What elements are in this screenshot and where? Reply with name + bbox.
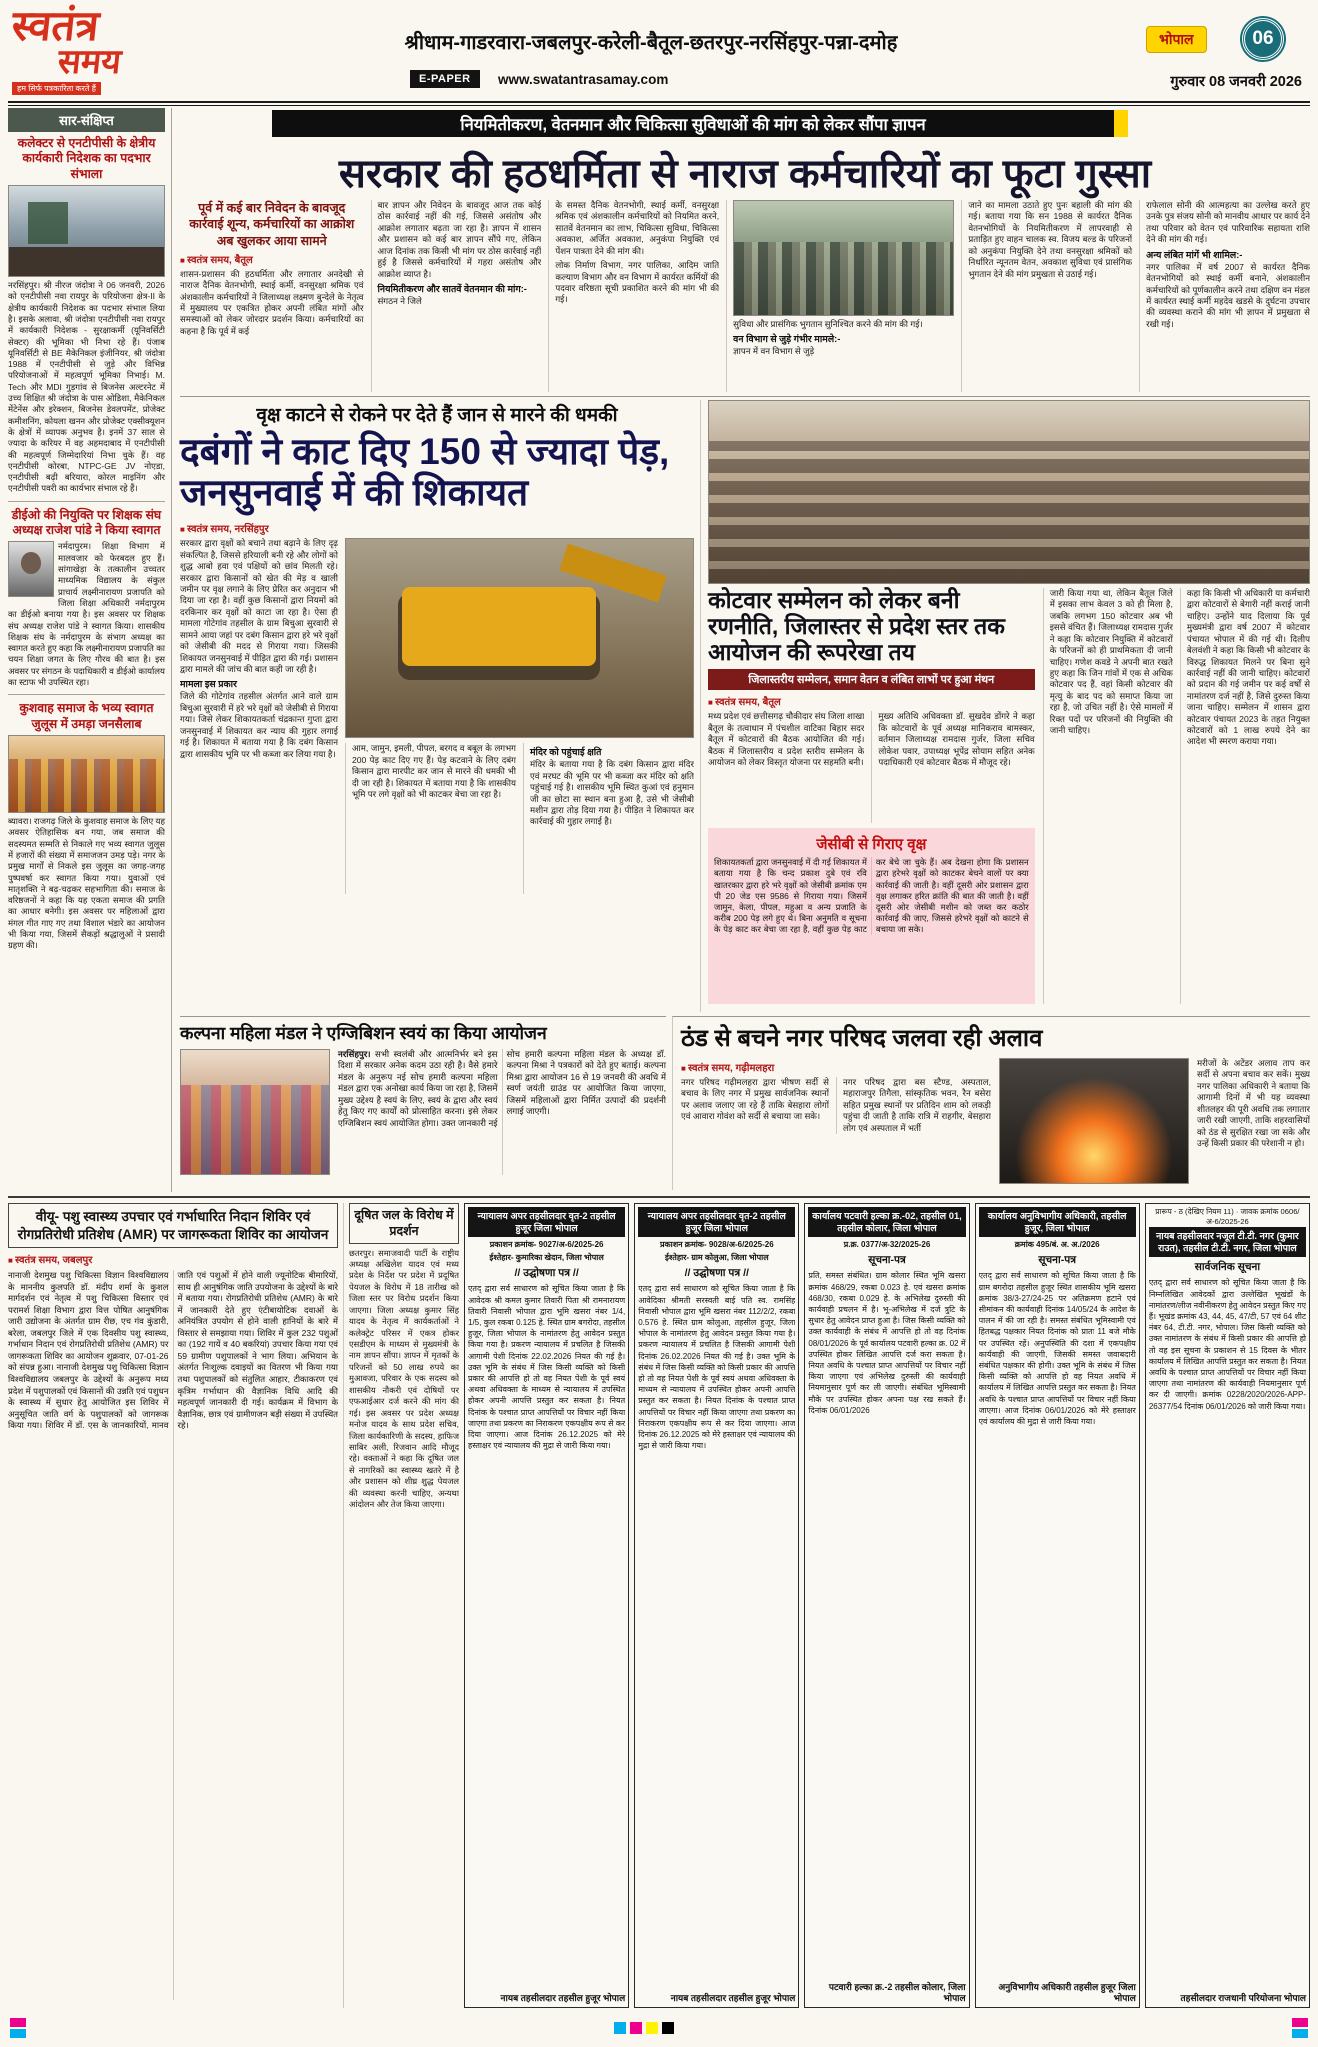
alav-headline: ठंड से बचने नगर परिषद जलवा रही अलाव: [681, 1025, 1043, 1052]
lead-col-e-text: राफेलाल सोनी की आत्महत्या का उल्लेख करते हुए उनके पुत्र संजय सोनी को मानवीय आधार पर कार्य देने तथा परिवार को वेतन एवं पारिवारिक सहायता राशि देने की मांग की गई।: [1146, 200, 1310, 245]
alav-col-2-text: नगर परिषद द्वारा बस स्टैण्ड, अस्पताल, महाराजपुर तिगैला, सांस्कृतिक भवन, रैन बसेरा सहित प्रमुख स्थानों पर प्रतिदिन शाम को लकड़ी पहुंचा दी जाती है ताकि रात्रि में राहगीर, बेसहारा लोग एवं अस्पताल में भर्ती: [843, 1077, 991, 1133]
photo-collector-office: [8, 185, 165, 277]
notice-patwari-signature: पटवारी हल्का क्र.-2 तहसील कोलार, जिला भोपाल: [828, 1981, 966, 2003]
alav-col-3-text: मरीजों के अटेंडर अलाव ताप कर सर्दी से अपना बचाव कर सकें। मुख्य नगर पालिका अधिकारी ने बताया कि आगामी दिनों में भी यह व्यवस्था शीतलहर की पूरी अवधि तक लगातार जारी रखी जाएगी, ताकि शहरवासियों को ठंड से सुरक्षित रखा जा सके और उन्हें किसी प्रकार की परेशानी न हो।: [1197, 1058, 1310, 1148]
edition-badge: भोपाल: [1146, 26, 1207, 53]
notice-9028-signature: नायब तहसीलदार तहसील हुजूर भोपाल: [670, 1992, 796, 2003]
kotwar-subbar: जिलास्तरीय सम्मेलन, समान वेतन व लंबित लाभों पर हुआ मंथन: [708, 669, 1035, 690]
kotwar-col-1-text: मध्य प्रदेश एवं छत्तीसगढ़ चौकीदार संघ जिला शाखा बैतूल के तत्वाधान में पंचशील वाटिका बिहार सदर बैतूल में कोटवारों की बैठक आयोजित की गई। बैठक में जिलास्तरीय व प्रदेश स्तरीय सम्मेलन के आयोजन को लेकर विस्तृत योजना पर सहमति बनी।: [708, 711, 865, 767]
photo-mahila-mandal: [180, 1049, 330, 1175]
tree-col-3-text: मंदिर के बताया गया है कि दबंग किसान द्वारा मंदिर एवं मरघट की भूमि पर भी कब्जा कर मंदिर को क्षति पहुंचाई गई है। शासकीय भूमि स्थित कुआं एवं हनुमान जी का छोटा सा स्थान बना हुआ है, उसे भी जेसीबी मशीन द्वारा तोड़ दिया गया है। पीड़ित ने शिकायत कर कार्रवाई की गुहार लगाई है।: [530, 759, 694, 827]
notice-9027-type: // उद्घोषणा पत्र //: [514, 1267, 579, 1280]
notice-9028-body: एतद् द्वारा सर्व साधारण को सूचित किया जाता है कि आवेदिका श्रीमती सरस्वती बाई पति स्व. रामसिंह निवासी भोपाल द्वारा भूमि खसरा नंबर 112/2/2, रकबा 0.576 हे. स्थित ग्राम कोलुआ, तहसील हुजूर, जिला भोपाल के नामांतरण हेतु आवेदन प्रस्तुत किया गया है। प्रकरण न्यायालय में प्रचलित है जिसकी आगामी पेशी दिनांक 26.02.2026 नियत की गई है। उक्त भूमि के संबंध में जिस किसी व्यक्ति को किसी प्रकार की आपत्ति हो तो वह नियत पेशी के पूर्व स्वयं अथवा अधिवक्ता के माध्यम से न्यायालय में उपस्थित होकर अपनी आपत्ति प्रस्तुत कर सकता है। नियत दिनांक के पश्चात प्राप्त आपत्तियों पर विचार नहीं किया जाएगा तथा प्रकरण का निराकरण एकपक्षीय रूप से कर दिया जाएगा। आज दिनांक 26.12.2025 को मेरे हस्ताक्षर एवं न्यायालय की मुद्रा से जारी किया गया।: [638, 1284, 796, 1451]
dushit-body: छतरपुर। समाजवादी पार्टी के राष्ट्रीय अध्यक्ष अखिलेश यादव एवं मध्य प्रदेश के निर्देश पर प्रदेश में प्रदूषित पेयजल के विरोध में 18 तारीख को जिला स्तर पर विरोध प्रदर्शन किया जाएगा। जिला अध्यक्ष कुमार सिंह यादव के नेतृत्व में कार्यकर्ताओं ने कलेक्ट्रेट परिसर में एकत्र होकर एसडीएम के माध्यम से मुख्यमंत्री के नाम ज्ञापन सौंपा। ज्ञापन में मृतकों के परिजनों को 50 लाख रुपये का मुआवजा, परिवार के एक सदस्य को शासकीय नौकरी एवं दोषियों पर एफआईआर दर्ज करने की मांग की गई। इस अवसर पर प्रदेश अध्यक्ष मनोज यादव के साथ प्रदेश सचिव, जिला कार्यकारिणी के सदस्य, हाफिज साबिर अली, रिजवान आदि मौजूद रहे। वक्ताओं ने कहा कि दूषित जल से नागरिकों का स्वास्थ्य खतरे में है और प्रशासन को शीघ्र शुद्ध पेयजल की व्यवस्था करनी चाहिए, अन्यथा आंदोलन और तेज किया जाएगा।: [349, 1247, 459, 1510]
reg-mark-cyan-right: [1292, 2029, 1308, 2038]
lead-photo-col: [726, 200, 954, 392]
jcb-box-title: जेसीबी से गिराए वृक्ष: [816, 836, 927, 854]
kotwar-col-4-text: कहा कि किसी भी अधिकारी या कर्मचारी द्वारा कोटवारों से बेगारी नहीं कराई जानी चाहिए। उन्होंने याद दिलाया कि पूर्व मुख्यमंत्री द्वारा वर्ष 2007 में कोटवार पंचायत भोपाल में की गई थी। दिलीप बेलवंशी ने कहा कि किसी भी कोटवार के विरुद्ध शिकायत मिलने पर बिना सुने कार्रवाई नहीं की जानी चाहिए। कोटवारों को प्रदान की गई जमीन पर कई वर्षों से नामांतरण दर्ज नहीं है, जिसे दुरुस्त किया जाना चाहिए। सम्मेलन में शासन द्वारा कोटवार पंचायत 2023 के तहत नियुक्त कोटवारों को 1 लाख रुपये देने का आदेश भी स्मरण कराया गया।: [1186, 588, 1311, 747]
notice-9027-number: प्रकाशन क्रमांक- 9027/अ-6/2025-26: [489, 1240, 604, 1250]
reg-mark-yellow-center: [646, 2022, 658, 2034]
dushit-title: दूषित जल के विरोध में प्रदर्शन: [349, 1203, 459, 1244]
amr-byline: ■ स्वतंत्र समय, जबलपुर: [8, 1252, 338, 1266]
notice-najul-body: एतद् द्वारा सर्व साधारण को सूचित किया जाता है कि निम्नलिखित आवेदकों द्वारा उल्लेखित भूखंडों के नामांतरण/लीज नवीनीकरण हेतु आवेदन प्रस्तुत किए गए हैं। भूखंड क्रमांक 43, 44, 45, 47/टी, 57 एवं 64 शीट नंबर 64, टी.टी. नगर, भोपाल। जिस किसी व्यक्ति को उक्त नामांतरण के संबंध में किसी प्रकार की आपत्ति हो तो वह इस सूचना के प्रकाशन से 15 दिवस के भीतर कार्यालय में लिखित आपत्ति प्रस्तुत कर सकता है। नियत अवधि के पश्चात प्राप्त आपत्तियों पर विचार नहीं किया जाएगा तथा नामांतरण की कार्यवाही नियमानुसार पूर्ण कर दी जाएगी। क्रमांक 0228/2020/2026-APP-26377/54 दिनांक 06/01/2026 को जारी किया गया।: [1148, 1278, 1307, 1411]
lead-col-e: [1139, 200, 1310, 392]
lead-col-b: [371, 200, 542, 392]
photo-kushwah-crowd: [8, 735, 165, 813]
notice-9028-number: प्रकाशन क्रमांक- 9028/अ-6/2025-26: [659, 1240, 774, 1250]
brief-deo: [8, 508, 165, 689]
mahila-content: [180, 1049, 666, 1175]
notice-sdo-number: क्रमांक 495/बं. अ. अ./2026: [1014, 1240, 1100, 1250]
amr-article: [8, 1203, 338, 2008]
tree-right-area: [345, 538, 694, 894]
lead-photo-col-subhead: वन विभाग से जुड़े गंभीर मामले:-: [733, 334, 841, 345]
notice-pat-type: सूचना-पत्र: [868, 1254, 906, 1267]
brief-collector-title: कलेक्टर से एनटीपीसी के क्षेत्रीय कार्यकारी निदेशक का पदभार संभाला: [17, 136, 156, 181]
kotwar-content: [708, 588, 1310, 1004]
notice-sdo-type: सूचना-पत्र: [1038, 1254, 1076, 1267]
page-number-badge: 06: [1242, 18, 1284, 60]
lead-col-c: [548, 200, 719, 392]
notice-9027: [464, 1203, 629, 2008]
lead-col-a: [180, 200, 364, 392]
photo-kotwar-meeting: [708, 400, 1310, 584]
tree-kicker: वृक्ष काटने से रोकने पर देते हैं जान से मारने की धमकी: [256, 405, 618, 426]
mahila-dateline: नरसिंहपुर।: [338, 1049, 371, 1059]
dateline: गुरुवार 08 जनवरी 2026: [1170, 74, 1302, 90]
tree-col-3: [523, 743, 694, 894]
mahila-body-text: सभी स्वलंबी और आत्मनिर्भर बने इस दिशा में सरकार अनेक कदम उठा रही है। वैसे हमारे मंडल के अनुरूप नई सोच हमारी कल्पना महिला मंडल द्वारा एक अनोखा कार्य किया जा रहा है, जिसमें मुख्य उद्देश्य है स्वयं के लिए, स्वयं के द्वारा और स्वयं हेतु किए गए कार्यों को प्रोत्साहित करना। इसे लेकर एग्जिबिशन स्वयं आयोजित होगा। उक्त जानकारी नई सोच हमारी कल्पना महिला मंडल के अध्यक्ष डॉ. कल्पना मिश्रा ने पत्रकारों को देते हुए बताई। कल्पना मिश्रा द्वारा आयोजन 16 से 19 जनवरी की अवधि में स्वर्ण जयंती ग्राउंड पर आयोजित किया जाएगा, जिसमें महिलाओं द्वारा निर्मित उत्पादों की प्रदर्शनी लगाई जाएगी।: [338, 1049, 666, 1128]
notice-patwari: [804, 1203, 969, 2008]
alav-right: [1197, 1058, 1310, 1184]
top-banner: [272, 110, 1114, 137]
tree-headline: दबंगों ने काट दिए 150 से ज्यादा पेड़, जनसुनवाई में की शिकायत: [180, 431, 670, 513]
kotwar-left: [708, 588, 1035, 1004]
lead-col-d-text: जाने का मामला उठाते हुए पुनः बहाली की मांग की गई। बताया गया कि सन 1988 से कार्यरत दैनिक वेतनभोगियों के नियमितीकरण में लापरवाही से प्रताड़ित हुए वाहन चालक स्व. विजय बल्ड के परिजनों को अनुकंपा नियुक्ति देने तथा वनसुरक्षा श्रमिकों को निर्धारित न्यूनतम वेतन, अवकाश सुविधा एवं प्रासंगिक भुगतान देने की मांग प्रमुखता से उठाई गई।: [968, 200, 1133, 279]
reg-mark-magenta-right: [1292, 2018, 1308, 2027]
tree-byline: ■ स्वतंत्र समय, नरसिंहपुर: [180, 521, 694, 535]
tree-col-1-subhead: मामला इस प्रकार: [180, 679, 237, 690]
notice-sdo-body: एतद् द्वारा सर्व साधारण को सूचित किया जाता है कि ग्राम बगरोदा तहसील हुजूर स्थित शासकीय भूमि खसरा क्रमांक 38/3-27/24-25 पर अतिक्रमण हटाने एवं सीमांकन की कार्यवाही दिनांक 14/05/24 के आदेश के पालन में की जा रही है। समस्त संबंधित भूमिस्वामी एवं हितबद्ध पक्षकार नियत दिनांक को प्रातः 11 बजे मौके पर उपस्थित रहें। अनुपस्थिति की दशा में एकपक्षीय कार्यवाही की जाएगी, जिसकी समस्त जवाबदारी संबंधित पक्षकार की होगी। उक्त भूमि के संबंध में जिस किसी व्यक्ति को आपत्ति हो वह नियत अवधि में कार्यालय में लिखित आपत्ति प्रस्तुत कर सकता है। नियत अवधि के पश्चात प्राप्त आपत्तियों पर विचार नहीं किया जाएगा। आज दिनांक 06/01/2026 को मेरे हस्ताक्षर एवं कार्यालय की मुद्रा से जारी किया गया।: [978, 1271, 1136, 1426]
mahila-body: [338, 1049, 666, 1175]
sidebar-separator: [8, 694, 165, 695]
lead-headline: सरकार की हठधर्मिता से नाराज कर्मचारियों का फूटा गुस्सा: [338, 152, 1152, 196]
jcb-highlight-box: [708, 828, 1035, 1004]
notice-9027-signature: नायब तहसीलदार तहसील हुजूर भोपाल: [500, 1992, 626, 2003]
notice-9027-subject: ईश्तेहार- कुमारिका खेदान, जिला भोपाल: [489, 1253, 604, 1263]
alav-story: [672, 1016, 1310, 1190]
dushit-article: [343, 1203, 459, 2008]
reg-mark-black-center: [662, 2022, 674, 2034]
lead-col-d: [961, 200, 1132, 392]
tree-col-2-text: आम, जामुन, इमली, पीपल, बरगद व बबूल के लगभग 200 पेड़ काट दिए गए हैं। पेड़ कटवाने के लिए दबंग किसान द्वारा मारपीट कर जान से मारने की धमकी भी दी जा रही है। शिकायत में बताया गया है कि शासकीय भूमि पर लगे वृक्षों को भी काटकर बेचा जा रहा है।: [352, 743, 516, 800]
reg-mark-magenta-left: [10, 2018, 26, 2027]
sidebar-separator: [8, 501, 165, 502]
sidebar-title: सार-संक्षिप्त: [8, 108, 165, 132]
jcb-box-body: शिकायतकर्ता द्वारा जनसुनवाई में दी गई शिकायत में बताया गया है कि चन्द प्रकाश दुबे एवं रवि खातरकार द्वारा हरे भरे वृक्षों को जेसीबी क्रमांक एम पी 20 जेड एस 9586 से गिराया गया। जिसमें जामुन, केला, पीपल, महुआ व अन्य प्रजाति के करीब 200 पेड़ लगे हुए थे। बिना अनुमति व सूचना के पेड़ काट कर बेचा जा रहा है, वहीं कुछ पेड़ काट कर बेचे जा चुके हैं। अब देखना होगा कि प्रशासन द्वारा हरेभरे वृक्षों को काटकर बेचने वालों पर क्या कार्रवाई की जाती है। वहीं दूसरी ओर प्रशासन द्वारा वृक्ष लगाकर हरित क्रांति की बात की जाती है। वहीं दूसरी ओर जेसीबी मशीन को जब्त कर कठोर कार्रवाई की जाए, जिससे हरेभरे वृक्षों को काटने से बचाया जा सके।: [714, 857, 1029, 935]
notice-najul-type: सार्वजनिक सूचना: [1194, 1261, 1261, 1274]
lead-body: [180, 200, 1310, 392]
bottom-row: [8, 1196, 1310, 2008]
lead-col-a-text: शासन-प्रशासन की हठधर्मिता और लगातार अनदेखी से नाराज दैनिक वेतनभोगी, स्थाई कर्मी, वनसुरक्षा श्रमिक एवं अंशकालीन कर्मचारियों ने जिलाध्यक्ष लक्ष्मण बुन्देले के नेतृत्व में मुख्यालय पर एकत्रित होकर अपनी लंबित मांगों और समस्याओं को लेकर जोरदार प्रदर्शन किया। कर्मचारियों का कहना है कि पूर्व में कई: [180, 268, 364, 336]
masthead-cities: श्रीधाम-गाडरवारा-जबलपुर-करेली-बैतूल-छतरपुर-नरसिंहपुर-पन्ना-दमोह: [404, 32, 898, 54]
notice-najul-header: नायब तहसीलदार नजूल टी.टी. नगर (कुमार राउत), तहसील टी.टी. नगर, जिला भोपाल: [1149, 1227, 1306, 1257]
brief-collector: [8, 136, 165, 495]
alav-content: [681, 1058, 1310, 1184]
photo-portrait-pande: [8, 541, 54, 597]
notice-9027-header: न्यायालय अपर तहसीलदार वृत-2 तहसील हुजूर जिला भोपाल: [468, 1207, 625, 1237]
print-registration-marks: [0, 2016, 1318, 2044]
amr-body: नानाजी देशमुख पशु चिकित्सा विज्ञान विश्वविद्यालय के माननीय कुलपति डॉ. मंदीप शर्मा के कुशल मार्गदर्शन एवं नेतृत्व में पशु चिकित्सा विस्तार एवं परामर्श शिक्षा विभाग द्वारा वित्त पोषित आनुषंगिक जारी उद्योजना के अंतर्गत ग्राम रीछ, एच गंव कुंडारी, बरेला, जबलपुर जिले में एक दिवसीय पशु स्वास्थ्य, गर्भाधान निदान एवं रोगप्रतिरोधी प्रतिशेध (AMR) पर जागरूकता शिविर का आयोजन शुक्रवार, 07-01-26 को संपन्न हुआ। नानाजी देशमुख पशु चिकित्सा विज्ञान विश्वविद्यालय जबलपुर के उद्देश्यों के अनुरूप मध्य प्रदेश में पशुपालकों एवं किसानों की उन्नति एवं पशुधन के स्वास्थ्य में सुधार हेतु आयोजित इस शिविर में अनुसूचित जाति वर्ग के पशुपालकों को जागरूक किया गया। शिविर में डॉ. एस के जानकारियों, मानव जाति एवं पशुओं में होने वाली ज्यूनोटिक बीमारियों, साथ ही आनुषंगिक जाति उपयोजना के उद्देश्यों के बारे में बताया गया। रोगप्रतिरोधी प्रतिशेध (AMR) के बारे में जानकारी देते हुए एंटीबायोटिक दवाओं के अनियंत्रित उपयोग से होने वाली हानियों के बारे में विस्तार से समझाया गया। शिविर में कुल 232 पशुओं का (192 गायें व 40 बकरियां) उपचार किया गया एवं 59 ग्रामीण पशुपालकों ने भाग लिया। अभियान के अंतर्गत निःशुल्क दवाइयों का वितरण भी किया गया तथा पशुपालकों को संतुलित आहार, टीकाकरण एवं कृत्रिम गर्भाधान की वैज्ञानिक विधि आदि की महत्वपूर्ण जानकारी दी गई। कार्यक्रम में विभाग के वैज्ञानिक, छात्र एवं ग्रामीणजन बड़ी संख्या में उपस्थित रहे।: [8, 1270, 338, 1431]
masthead-tagline: हम सिर्फ पत्रकारिता करते हैं: [12, 82, 101, 95]
kotwar-headline: कोटवार सम्मेलन को लेकर बनी रणनीति, जिलास्तर से प्रदेश स्तर तक आयोजन की रूपरेखा तय: [708, 587, 1005, 665]
tree-col-2: [345, 743, 516, 894]
tree-lower-columns: [345, 743, 694, 894]
tree-col-3-subhead: मंदिर को पहुंचाई क्षति: [530, 747, 602, 758]
kotwar-story: [700, 400, 1310, 1012]
notice-9028: [634, 1203, 799, 2008]
mahila-story: [180, 1016, 666, 1190]
lead-photo-col-text2: ज्ञापन में वन विभाग से जुड़े: [733, 346, 815, 357]
tree-columns: [180, 538, 694, 894]
notice-sdo-signature: अनुविभागीय अधिकारी तहसील हुजूर जिला भोपाल: [998, 1981, 1136, 2003]
tree-col-1: [180, 538, 338, 894]
lead-col-e-subhead: अन्य लंबित मांगें भी शामिल:-: [1146, 249, 1243, 260]
tree-col-1-text2: जिले की गोटेगांव तहसील अंतर्गत आने वाले ग्राम बिचुआ सुरवारी में हरे भरे वृक्षों को जेसीबी से गिराया गया। जिसे लेकर शिकायतकर्ता चंद्रकान्त गुप्ता द्वारा जनसुनवाई में शिकायत कर न्याय की गुहार लगाई गई है। शिकायत में बताया गया है कि दबंग किसान द्वारा शासकीय भूमि पर भी कब्जा कर लिया गया है।: [180, 691, 338, 759]
notice-patwari-header: कार्यालय पटवारी हल्का क्र.-02, तहसील 01, तहसील कोलार, जिला भोपाल: [808, 1207, 965, 1237]
tree-story: [180, 400, 694, 1012]
notice-sdo-header: कार्यालय अनुविभागीय अधिकारी, तहसील हुजूर, जिला भोपाल: [979, 1207, 1136, 1237]
alav-col-1-text: नगर परिषद गढ़ीमलहरा द्वारा भीषण सर्दी से बचाव के लिए नगर में प्रमुख सार्वजनिक स्थानों पर अलाव जलाए जा रहे हैं ताकि बेसहारा लोगों एवं आवारा गोवंश को सर्दी से बचाया जा सके।: [681, 1077, 829, 1122]
notice-patwari-number: प्र.क्र. 0377/अ-32/2025-26: [843, 1240, 931, 1250]
logo-line1: स्वतंत्र: [9, 2, 102, 49]
alav-left: [681, 1058, 991, 1184]
reg-mark-cyan-left: [10, 2029, 26, 2038]
notice-sdo: [975, 1203, 1140, 2008]
brief-kushwah-body: ब्यावरा। राजगढ़ जिले के कुशवाह समाज के लिए यह अवसर ऐतिहासिक बन गया, जब समाज की सदस्यमत सम्मति से निकाले गए भव्य स्वागत जुलूस में हजारों की संख्या में समाजजन उमड़ पड़े। नगर के प्रमुख मार्गों से निकले इस जुलूस का जगह-जगह पुष्पवर्षा कर स्वागत किया गया। युवाओं एवं मातृशक्ति ने बढ़-चढ़कर सहभागिता की। समाज के वरिष्ठजनों ने कहा कि यह एकता समाज की प्रगति का आधार बनेगी। इस अवसर पर महिलाओं द्वारा मंगल गीत गाए गए तथा विशाल भंडारे का आयोजन भी किया गया, जिसमें सैकड़ों श्रद्धालुओं ने प्रसादी ग्रहण की।: [8, 816, 165, 951]
notice-9028-type: // उद्घोषणा पत्र //: [684, 1267, 749, 1280]
kotwar-byline: ■ स्वतंत्र समय, बैतूल: [708, 694, 1035, 708]
lead-col-b-text2: संगठन ने जिले: [377, 295, 422, 306]
amr-title: वीयू- पशु स्वास्थ्य उपचार एवं गर्भाधारित निदान शिविर एवं रोगप्रतिरोधी प्रतिशेध (AMR) पर जागरूकता शिविर का आयोजन: [8, 1203, 338, 1248]
lead-col-c-text2: लोक निर्माण विभाग, नगर पालिका, आदिम जाति कल्याण विभाग और वन विभाग में कार्यरत कर्मियों की पदवार वरिष्ठता सूची प्रकाशित करने की मांग भी की गई।: [555, 260, 720, 305]
sidebar-briefs: [8, 108, 172, 1192]
photo-protest-group: [733, 200, 954, 316]
brief-collector-body: नरसिंहपुर। श्री नीरज जंदोत्रा ने 06 जनवरी, 2026 को एनटीपीसी नवा रायपुर के परियोजना क्षेत्र-II के क्षेत्रीय कार्यकारी निदेशक का पदभार संभाल लिया है। इसके अलावा, श्री जंदोत्रा एनटीपीसी नवा रायपुर में कार्यकारी निदेशक - सुरक्षाकर्मी (यूनिवर्सिटी सेक्टर) की भूमिका भी निभा रहे हैं। पंजाब यूनिवर्सिटी से BE मैकेनिकल इंजीनियर, श्री जंदोत्रा 1988 में एनटीपीसी से जुड़े और विभिन्न परियोजनाओं में महत्वपूर्ण भूमिका निभाई। M. Tech और MDI गुड़गांव से बिजनेस अल्टरनेट में उच्च शिक्षित श्री जंदोत्रा के पास ओडिशा, मैकेनिकल मेंटेनेंस और इरेक्शन, बिजनेस डेवलपमेंट, प्रोजेक्ट कमीशनिंग, कोयला खनन और प्रोजेक्ट एक्सीक्यूशन के क्षेत्रों में व्यापक अनुभव है। इनमें 37 साल से ज्यादा के करियर में वह अहमदाबाद में एनटीपीसी की महत्वपूर्ण जिम्मेदारियां निभा चुके हैं। वह एनटीपीसी कोरबा, NTPC-GE JV नोएडा, एनटीपीसी बढ़ी बरियारा, कोरल माइनिंग और एनटीपीसी पवरी का कार्यभार संभाल रहे हैं।: [8, 280, 165, 494]
notice-9028-header: न्यायालय अपर तहसीलदार वृत-2 तहसील हुजूर जिला भोपाल: [638, 1207, 795, 1237]
lead-byline: ■ स्वतंत्र समय, बैतूल: [180, 252, 364, 266]
photo-jcb-machine: [345, 538, 694, 738]
reg-mark-magenta-center: [630, 2022, 642, 2034]
notice-patwari-body: प्रति, समस्त संबंधित। ग्राम कोलार स्थित भूमि खसरा क्रमांक 468/29, रकबा 0.023 हे. एवं खसरा क्रमांक 468/30, रकबा 0.029 हे. के अभिलेख दुरुस्ती की कार्यवाही प्रचलन में है। भू-अभिलेख में दर्ज त्रुटि के सुधार हेतु आवेदन प्राप्त हुआ है। जिस किसी व्यक्ति को उक्त कार्यवाही के संबंध में आपत्ति हो तो वह दिनांक 08/01/2026 के पूर्व कार्यालय पटवारी हल्का क्र. 02 में उपस्थित होकर लिखित आपत्ति दर्ज करा सकता है। नियत अवधि के पश्चात प्राप्त आपत्तियों पर विचार नहीं किया जाएगा एवं अभिलेख दुरुस्ती की कार्यवाही नियमानुसार पूर्ण कर ली जाएगी। संबंधित भूमिस्वामी मौके पर उपस्थित होकर अपना पक्ष रख सकते हैं। दिनांक 06/01/2026: [808, 1271, 966, 1415]
header-rule: [8, 101, 1310, 106]
banner-text: नियमितीकरण, वेतनमान और चिकित्सा सुविधाओं की मांग को लेकर सौंपा ज्ञापन: [460, 116, 926, 134]
lead-col-b-subhead: नियमितीकरण और सातवें वेतनमान की मांग:-: [377, 283, 527, 294]
section-divider: [180, 396, 1310, 397]
notice-najul-signature: तहसीलदार राजधानी परियोजना भोपाल: [1180, 1992, 1307, 2003]
alav-columns: [681, 1077, 991, 1134]
lead-photo-col-text: सुविधा और प्रासंगिक भुगतान सुनिश्चित करने की मांग की गई।: [733, 319, 923, 329]
lead-col-c-text: के समस्त दैनिक वेतनभोगी, स्थाई कर्मी, वनसुरक्षा श्रमिक एवं अंशकालीन कर्मचारियों को नियमित करने, सातवें वेतनमान का लाभ, चिकित्सा सुविधा, चिकित्सा अवकाश, अर्जित अवकाश, अनुकंपा नियुक्ति एवं पेंशन पात्रता देने की मांग की।: [555, 200, 720, 256]
photo-alav-fire: [999, 1058, 1189, 1184]
brief-deo-body: नर्मदापुरम। शिक्षा विभाग में मालवजार को फेरबदल हुए हैं। सांगाखेड़ा के तत्कालीन उच्चतर माध्यमिक विद्यालय के संकुल प्राचार्य लक्ष्मीनारायण प्रजापति को जिला शिक्षा अधिकारी नर्मदापुरम का डीईओ बनाया गया है। इस अवसर पर शिक्षक संघ अध्यक्ष राजेश पांडे ने स्वागत किया। शासकीय शिक्षक संघ के नर्मदापुरम के संभाग अध्यक्ष का स्वागत करते हुए कहा कि लक्ष्मीनारायण प्रजापति का चयन शिक्षा जगत के लिए गौरव की बात है। इस अवसर पर संगठन के पदाधिकारी व डीईओ कार्यालय का स्टाफ भी उपस्थित रहा।: [8, 541, 165, 687]
kotwar-col-2-text: मुख्य अतिथि अधिवक्ता डॉ. सुखदेव डोंगरे ने कहा कि कोटवारों के पूर्व अध्यक्ष मानिकराव बामस्कर, वर्तमान जिलाध्यक्ष रामदास गुर्जर, जिला सचिव लोकेश पवार, उपाध्यक्ष भूपेंद्र सोयाम सहित अनेक पदाधिकारी एवं कोटवार बैठक में मौजूद रहे।: [878, 711, 1035, 767]
epaper-badge: E-PAPER: [410, 70, 480, 88]
masthead-logo: [9, 2, 180, 100]
brief-kushwah: [8, 701, 165, 951]
brief-kushwah-title: कुशवाह समाज के भव्य स्वागत जुलूस में उमड़ा जनसैलाब: [19, 701, 154, 731]
notice-najul: [1145, 1203, 1310, 2008]
kotwar-upper-columns: [708, 711, 1035, 823]
lead-col-b-text: बार ज्ञापन और निवेदन के बावजूद आज तक कोई ठोस कार्रवाई नहीं की गई, जिससे असंतोष और आक्रोश लगातार बढ़ता जा रहा है। ज्ञापन में शासन और प्रशासन को कई बार ज्ञापन सौंपे गए, लेकिन आज दिनांक तक किसी भी मांग पर ठोस कार्रवाई नहीं हुई है जिससे कर्मचारियों में गहरा असंतोष और आक्रोश व्याप्त है।: [377, 200, 542, 279]
banner-endcap: [1114, 110, 1128, 137]
kotwar-right: [1043, 588, 1310, 1004]
notice-9027-body: एतद् द्वारा सर्व साधारण को सूचित किया जाता है कि आवेदक श्री कमल कुमार तिवारी पिता श्री रामनारायण तिवारी निवासी भोपाल द्वारा भूमि खसरा नंबर 1/4, 1/5, कुल रकबा 0.125 हे. स्थित ग्राम बगरोदा, तहसील हुजूर, जिला भोपाल के नामांतरण हेतु आवेदन प्रस्तुत किया गया है। प्रकरण न्यायालय में प्रचलित है जिसकी आगामी पेशी दिनांक 22.02.2026 नियत की गई है। उक्त भूमि के संबंध में जिस किसी व्यक्ति को किसी प्रकार की आपत्ति हो तो वह नियत पेशी के पूर्व स्वयं अथवा अधिवक्ता के माध्यम से न्यायालय में उपस्थित होकर अपनी आपत्ति प्रस्तुत कर सकता है। नियत दिनांक के पश्चात प्राप्त आपत्तियों पर विचार नहीं किया जाएगा तथा प्रकरण का निराकरण एकपक्षीय रूप से कर दिया जाएगा। आज दिनांक 26.12.2025 को मेरे हस्ताक्षर एवं न्यायालय की मुद्रा से जारी किया गया।: [468, 1284, 626, 1451]
notice-najul-pre: प्रारूप - ठ (देखिए नियम 11) · जावक क्रमांक 0606/अ-6/2025-26: [1155, 1207, 1300, 1226]
alav-byline: ■ स्वतंत्र समय, गढ़ीमलहरा: [681, 1060, 991, 1074]
reg-mark-cyan-center: [614, 2022, 626, 2034]
brief-deo-title: डीईओ की नियुक्ति पर शिक्षक संघ अध्यक्ष राजेश पांडे ने किया स्वागत: [11, 507, 162, 538]
logo-line2: समय: [56, 42, 124, 81]
tree-col-1-text: सरकार द्वारा वृक्षों को बचाने तथा बढ़ाने के लिए दृढ़ संकल्पित है, जिससे हरियाली बनी रहे और लोगों को शुद्ध आबो हवा एवं पक्षियों को छांव मिलती रहे। सरकार द्वारा किसानों को खेत की मेड़ व खाली जमीन पर वृक्ष लगाने के लिए प्रेरित कर अनुदान भी दिया जा रहा है। वहीं कुछ किसानों द्वारा नियमों को दरकिनार कर वृक्षों को काटा जा रहा है। ऐसा ही मामला गोटेगांव तहसील के ग्राम बिचुआ सुरवारी से सामने आया जहां पर दबंग किसान द्वारा हरे भरे वृक्षों को जेसीबी की मदद से गिराया गया। जिसकी शिकायत जनसुनवाई में पीड़ित द्वारा की गई। प्रशासन द्वारा मामले की जांच की बात कही जा रही है।: [180, 538, 338, 675]
notice-9028-subject: ईश्तेहार- ग्राम कोलुआ, जिला भोपाल: [664, 1253, 769, 1263]
kotwar-col-3-text: जारी किया गया था, लेकिन बैतूल जिले में इसका लाभ केवल 3 को ही मिला है, जबकि लगभग 150 कोटवार अब भी इससे वंचित हैं। जिलाध्यक्ष रामदास गुर्जर ने कहा कि कोटवार नियुक्ति में कोटवारों के परिजनों को ही प्राथमिकता दी जानी चाहिए। गणेश कवडे ने अपनी बात रखते हुए कहा कि जिन गांवों में एक से अधिक कोटवार पद हैं, वहां किसी कोटवार की मृत्यु के बाद पद को समाप्त किया जा रहा है, जो उचित नहीं है। ऐसे मामलों में रिक्त पदों पर परिजनों की नियुक्ति की जानी चाहिए।: [1049, 588, 1173, 736]
lead-col-e-text2: नगर पालिका में वर्ष 2007 से कार्यरत दैनिक वेतनभोगियों को स्थाई कर्मी बनाने, अंशकालीन कर्मचारियों को पूर्णकालीन करने तथा दक्षिण वन मंडल में कार्यरत स्थाई कर्मी महदेव खडसे के दुर्घटना उपचार की व्यवस्था कराने की मांग भी ज्ञापन में प्रमुखता से रखी गई।: [1146, 261, 1310, 329]
lead-subhead: पूर्व में कई बार निवेदन के बावजूद कार्रवाई शून्य, कर्मचारियों का आक्रोश अब खुलकर आया सामने: [189, 201, 355, 248]
website-url: www.swatantrasamay.com: [498, 72, 669, 87]
mahila-headline: कल्पना महिला मंडल ने एग्जिबिशन स्वयं का किया आयोजन: [180, 1023, 547, 1043]
